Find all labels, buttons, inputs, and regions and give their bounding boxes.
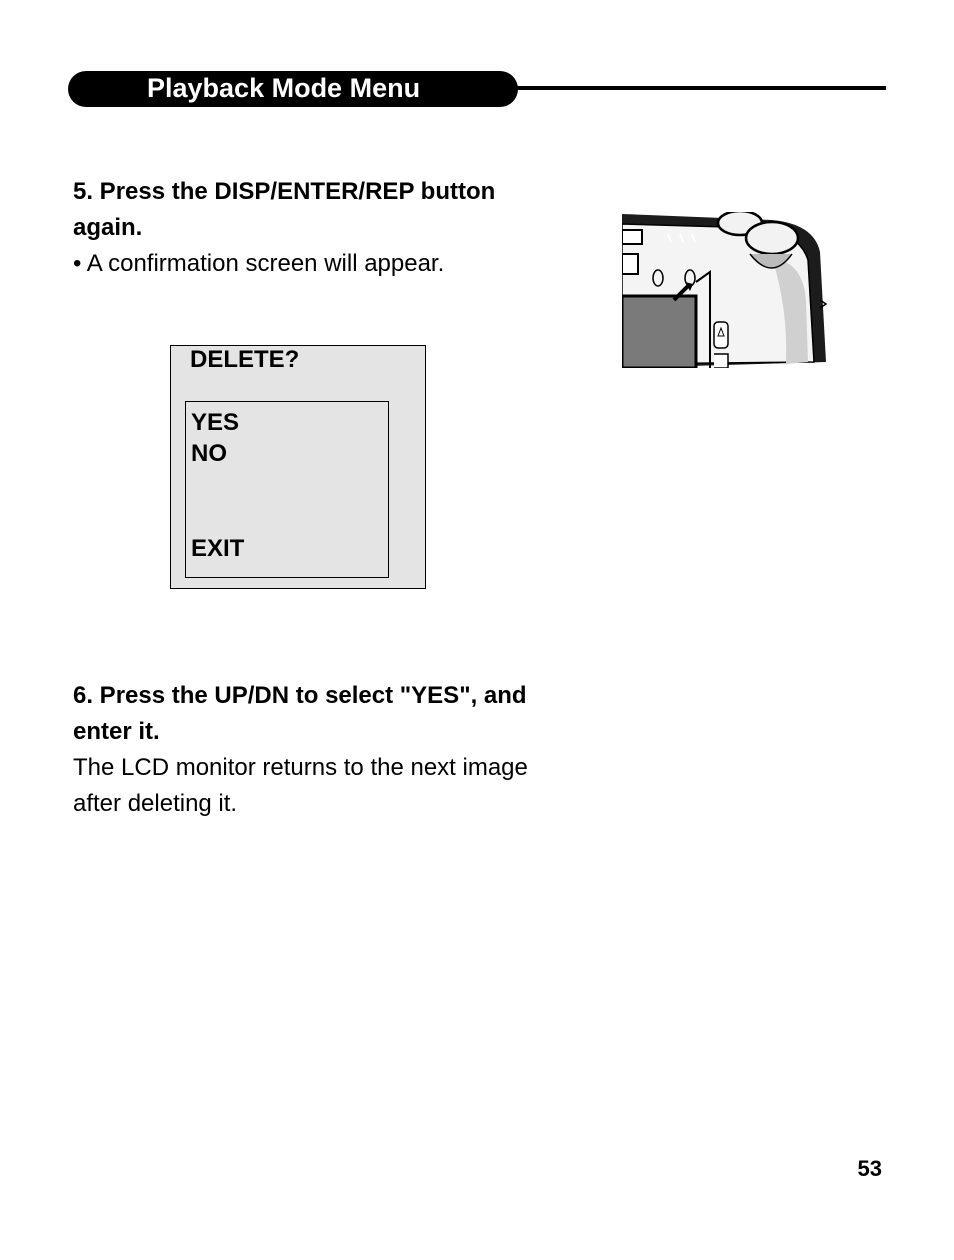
- step-5-heading: 5. Press the DISP/ENTER/REP button again.: [73, 178, 496, 241]
- step-5-bullet: • A confirmation screen will appear.: [73, 250, 445, 277]
- step-6-body: The LCD monitor returns to the next image after deleting it.: [73, 754, 528, 817]
- section-header: [68, 71, 518, 107]
- step-6-heading: 6. Press the UP/DN to select "YES", and enter it.: [73, 682, 527, 745]
- lcd-title: DELETE?: [190, 346, 300, 373]
- header-rule: [510, 86, 886, 90]
- lcd-confirmation-screen: [170, 345, 426, 589]
- lcd-option-no: NO: [191, 440, 227, 467]
- section-title: Playback Mode Menu: [147, 73, 421, 103]
- camera-back-illustration: [622, 212, 828, 368]
- lcd-menu-box: [185, 401, 389, 578]
- lcd-option-yes: YES: [191, 409, 240, 436]
- page-number: 53: [857, 1156, 882, 1181]
- lcd-option-exit: EXIT: [191, 535, 245, 562]
